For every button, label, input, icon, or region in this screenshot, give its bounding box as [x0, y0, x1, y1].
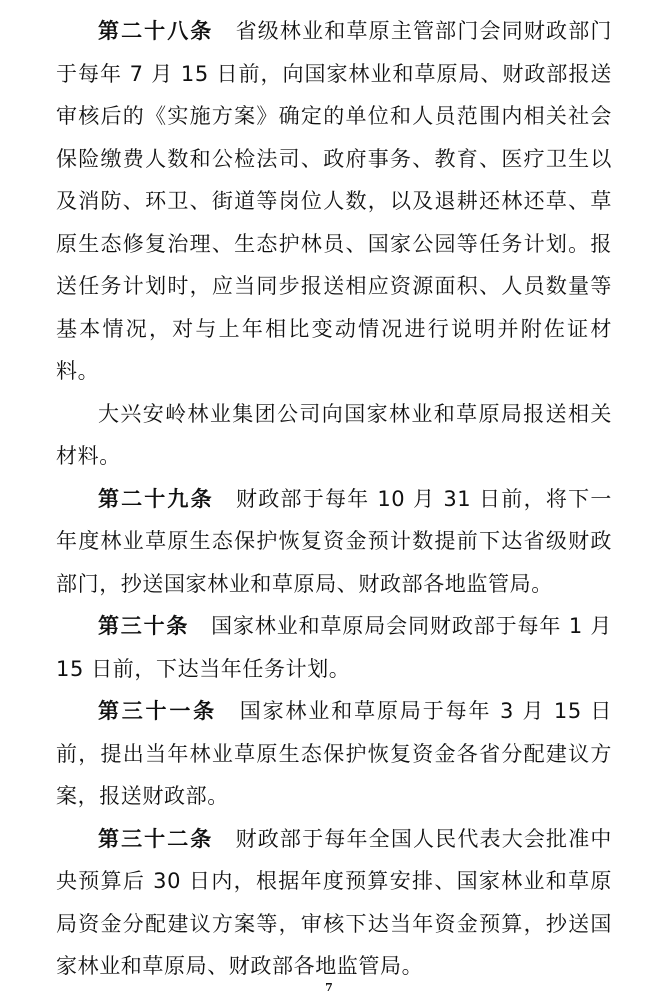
- article-32-text: 财政部于每年全国人民代表大会批准中央预算后 30 日内，根据年度预算安排、国家林业和草原局资金分配建议方案等，审核下达当年资金预算，抄送国家林业和草原局、财政部各地监管局。: [56, 826, 613, 978]
- daxinganling-text: 大兴安岭林业集团公司向国家林业和草原局报送相关材料。: [56, 401, 612, 468]
- article-31-paragraph: [56, 690, 612, 818]
- daxinganling-paragraph: [56, 393, 612, 478]
- article-30-label: 第三十条: [98, 614, 190, 638]
- article-31-label: 第三十一条: [98, 699, 217, 723]
- article-29-paragraph: [56, 478, 612, 606]
- article-28-paragraph: [56, 10, 612, 393]
- page-number: 7: [325, 981, 333, 994]
- article-29-label: 第二十九条: [98, 486, 214, 511]
- article-32-label: 第三十二条: [98, 826, 214, 851]
- article-32-paragraph: [56, 818, 612, 988]
- document-body: [56, 10, 612, 988]
- article-28-text: 省级林业和草原主管部门会同财政部门于每年 7 月 15 日前，向国家林业和草原局、财政部报送审核后的《实施方案》确定的单位和人员范围内相关社会保险缴费人数和公检法司、政府事务、教育、医疗卫生以及消防、环卫、街道等岗位人数，以及退耕还林还草、草原生态修复治理、生态护林员、国家公园等任务计划。报送任务计划时，应当同步报送相应资源面积、人员数量等基本情况，对与上年相比变动情况进行说明并附佐证材料。: [56, 19, 613, 383]
- article-28-label: 第二十八条: [98, 19, 214, 43]
- article-30-text: 国家林业和草原局会同财政部于每年 1 月 15 日前，下达当年任务计划。: [56, 614, 612, 681]
- article-30-paragraph: [56, 605, 612, 690]
- article-29-text: 财政部于每年 10 月 31 日前，将下一年度林业草原生态保护恢复资金预计数提前下达省级财政部门，抄送国家林业和草原局、财政部各地监管局。: [56, 486, 612, 596]
- article-31-text: 国家林业和草原局于每年 3 月 15 日前，提出当年林业草原生态保护恢复资金各省分配建议方案，报送财政部。: [56, 699, 612, 808]
